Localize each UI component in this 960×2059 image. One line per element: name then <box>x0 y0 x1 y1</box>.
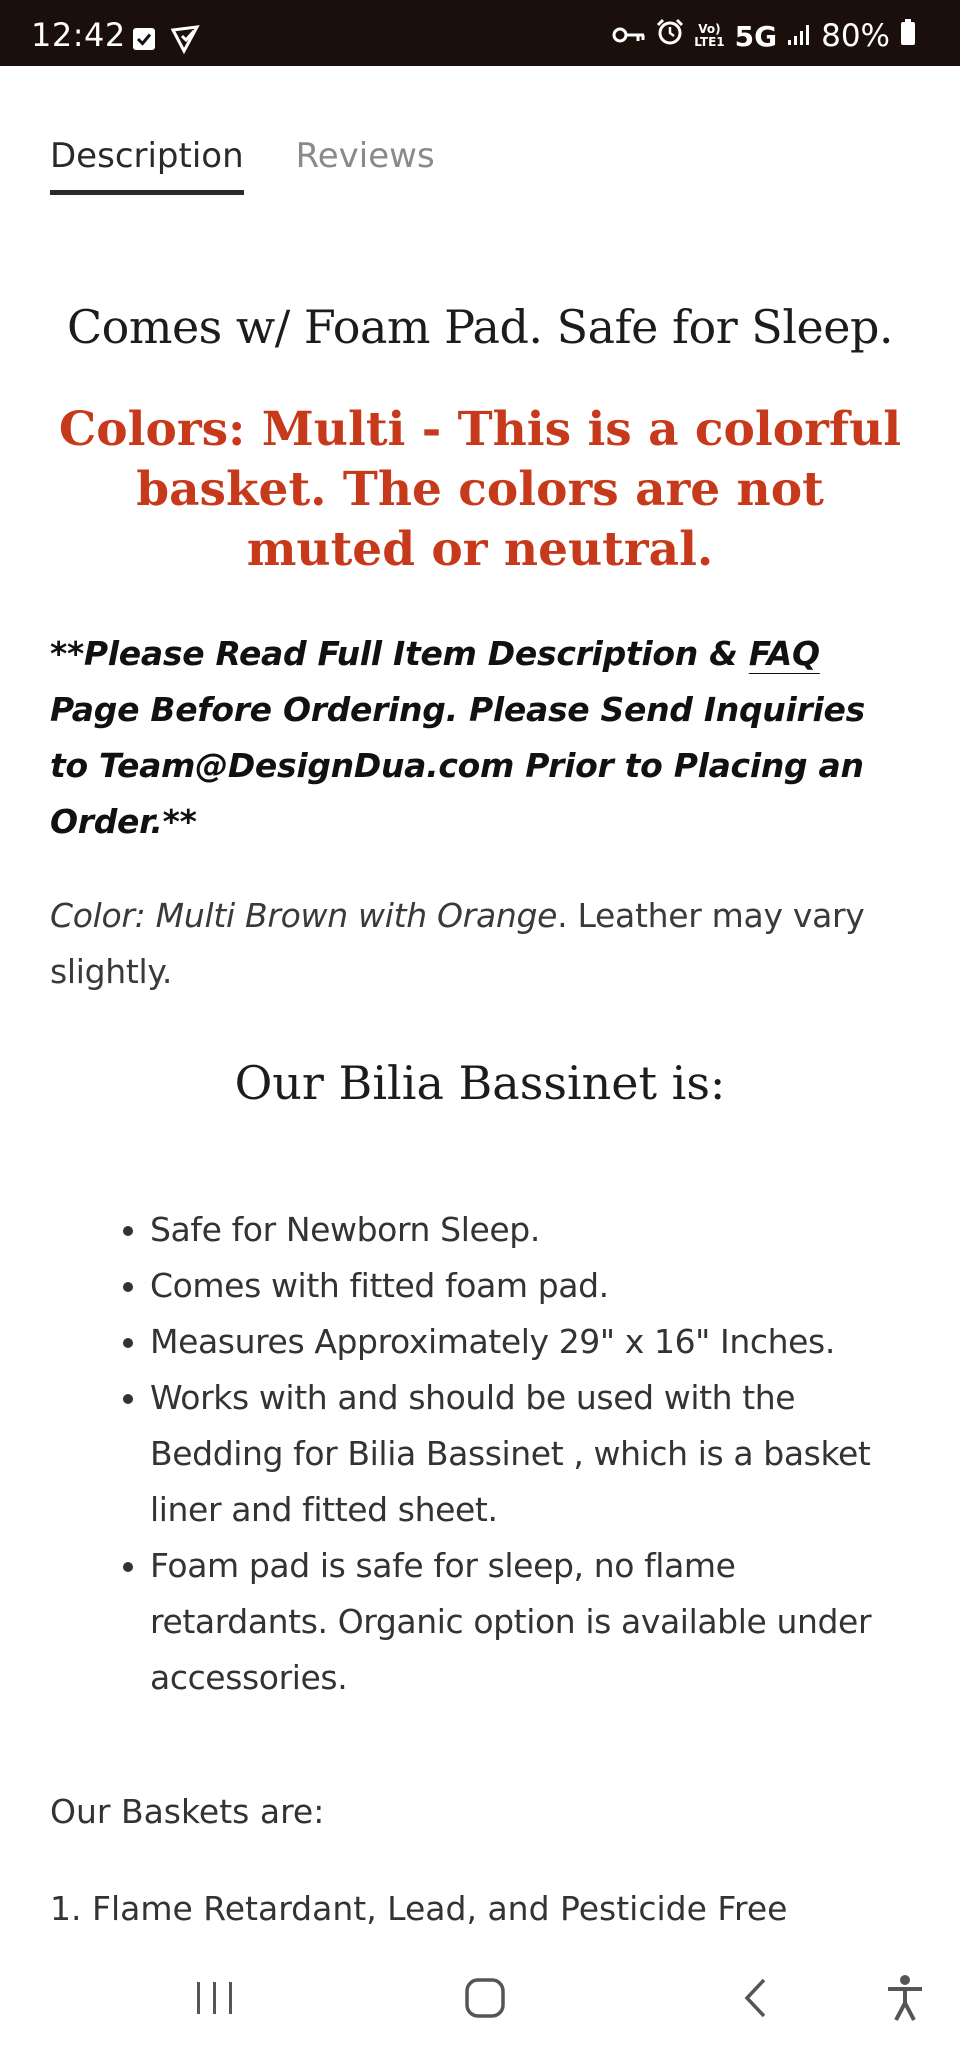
product-tabs <box>50 136 435 195</box>
foam-pad-heading: Comes w/ Foam Pad. Safe for Sleep. <box>66 300 894 354</box>
baskets-list-item-1: 1. Flame Retardant, Lead, and Pesticide Free <box>50 1889 788 1928</box>
back-icon <box>740 1976 770 2024</box>
system-nav-bar <box>0 1940 960 2059</box>
check-badge-icon <box>170 24 200 58</box>
list-item: • Comes with fitted foam pad. <box>150 1258 910 1314</box>
status-notification-icons <box>132 24 200 58</box>
battery-percent: 80% <box>821 18 890 54</box>
status-bar <box>0 0 960 66</box>
signal-icon <box>787 19 811 54</box>
vpn-key-icon <box>612 19 646 54</box>
list-item: • Safe for Newborn Sleep. <box>150 1202 910 1258</box>
recents-button[interactable] <box>160 1940 270 2059</box>
tab-reviews[interactable]: Reviews <box>295 136 435 176</box>
description-content <box>50 300 910 1928</box>
accessibility-icon <box>885 1974 925 2026</box>
status-system-icons <box>612 18 916 54</box>
colors-heading: Colors: Multi - This is a colorful basket. The colors are not muted or neutral. <box>58 402 902 577</box>
bassinet-heading: Our Bilia Bassinet is: <box>234 1056 726 1110</box>
color-note <box>50 888 910 1000</box>
alarm-icon <box>656 18 684 54</box>
list-item: • Works with and should be used with the Bedding for Bilia Bassinet , which is a basket liner and fitted sheet. <box>150 1370 910 1538</box>
list-item: • Foam pad is safe for sleep, no flame retardants. Organic option is available under accessories. <box>150 1538 910 1706</box>
notice-text-before: **Please Read Full Item Description & <box>50 634 749 673</box>
tab-description[interactable]: Description <box>50 136 244 195</box>
volte-top-text: Vo) <box>698 22 721 36</box>
accessibility-button[interactable] <box>860 1940 950 2059</box>
read-description-notice <box>50 626 910 850</box>
status-time: 12:42 <box>31 16 126 54</box>
list-item: • Measures Approximately 29" x 16" Inches. <box>150 1314 910 1370</box>
volte-indicator <box>694 23 724 49</box>
battery-icon <box>900 18 916 54</box>
volte-bottom-text: LTE1 <box>694 35 725 49</box>
color-label: Color: Multi Brown with Orange <box>50 896 558 935</box>
baskets-heading: Our Baskets are: <box>50 1792 325 1831</box>
home-button[interactable] <box>430 1940 540 2059</box>
checkbox-icon <box>132 27 156 55</box>
recents-icon <box>193 1978 237 2022</box>
bassinet-feature-list <box>50 1202 910 1706</box>
notice-text-after: Page Before Ordering. Please Send Inquiries to Team@DesignDua.com Prior to Placing an Order.** <box>50 690 865 841</box>
home-icon <box>463 1976 507 2024</box>
color-note-rest: . Leather may vary slightly. <box>50 896 865 991</box>
network-type: 5G <box>734 19 778 53</box>
back-button[interactable] <box>700 1940 810 2059</box>
faq-link[interactable]: FAQ <box>748 634 820 673</box>
